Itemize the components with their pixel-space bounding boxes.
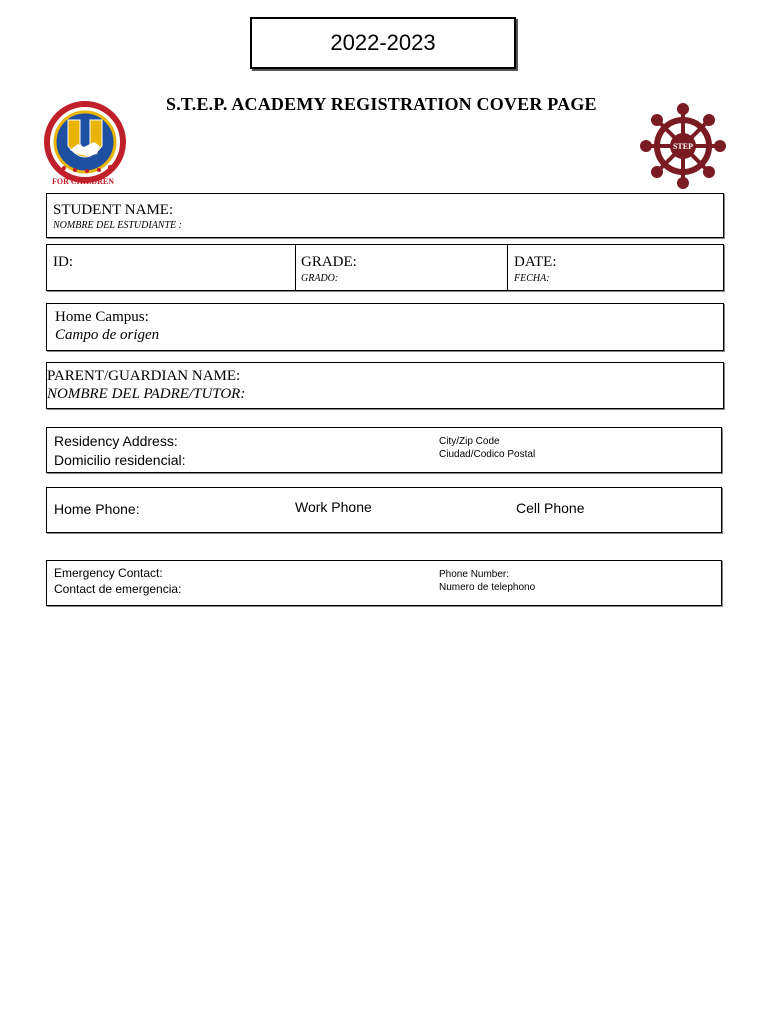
id-label: ID: bbox=[53, 254, 73, 270]
home-phone-label: Home Phone: bbox=[54, 501, 140, 517]
divider bbox=[295, 245, 296, 290]
student-name-label: STUDENT NAME: bbox=[53, 202, 174, 218]
emergency-contact-label: Emergency Contact: bbox=[54, 566, 163, 580]
date-label-es: FECHA: bbox=[514, 273, 550, 284]
home-campus-field[interactable] bbox=[46, 303, 724, 351]
emergency-contact-label-es: Contact de emergencia: bbox=[54, 582, 182, 596]
emergency-contact-field[interactable] bbox=[46, 560, 722, 606]
school-year: 2022-2023 bbox=[330, 30, 436, 55]
home-campus-label: Home Campus: bbox=[55, 309, 149, 325]
grade-label: GRADE: bbox=[301, 254, 357, 270]
step-wheel-text: STEP bbox=[672, 142, 694, 151]
date-label: DATE: bbox=[514, 254, 557, 270]
id-grade-date-row bbox=[46, 244, 724, 291]
district-logo bbox=[40, 98, 130, 190]
home-campus-label-es: Campo de origen bbox=[55, 327, 160, 343]
city-zip-label: City/Zip Code bbox=[439, 436, 500, 447]
student-name-field[interactable] bbox=[46, 193, 724, 238]
residency-address-label: Residency Address: bbox=[54, 433, 178, 449]
cell-phone-label: Cell Phone bbox=[516, 500, 585, 516]
phone-numbers-field[interactable] bbox=[46, 487, 722, 533]
school-year-box bbox=[250, 17, 516, 69]
residency-address-label-es: Domicilio residencial: bbox=[54, 452, 186, 468]
parent-guardian-label: PARENT/GUARDIAN NAME: bbox=[47, 368, 241, 384]
phone-number-label: Phone Number: bbox=[439, 569, 510, 580]
step-wheel-logo bbox=[640, 103, 726, 189]
phone-number-label-es: Numero de telephono bbox=[439, 582, 536, 593]
grade-label-es: GRADO: bbox=[301, 273, 339, 284]
residency-address-field[interactable] bbox=[46, 427, 722, 473]
parent-guardian-field[interactable] bbox=[46, 362, 724, 409]
parent-guardian-label-es: NOMBRE DEL PADRE/TUTOR: bbox=[47, 386, 246, 402]
divider bbox=[507, 245, 508, 290]
work-phone-label: Work Phone bbox=[295, 499, 372, 515]
student-name-label-es: NOMBRE DEL ESTUDIANTE : bbox=[53, 220, 182, 231]
district-logo-caption: FOR CHILDREN bbox=[52, 177, 115, 186]
city-zip-label-es: Ciudad/Codico Postal bbox=[439, 449, 536, 460]
page-title: S.T.E.P. ACADEMY REGISTRATION COVER PAGE bbox=[166, 94, 597, 114]
